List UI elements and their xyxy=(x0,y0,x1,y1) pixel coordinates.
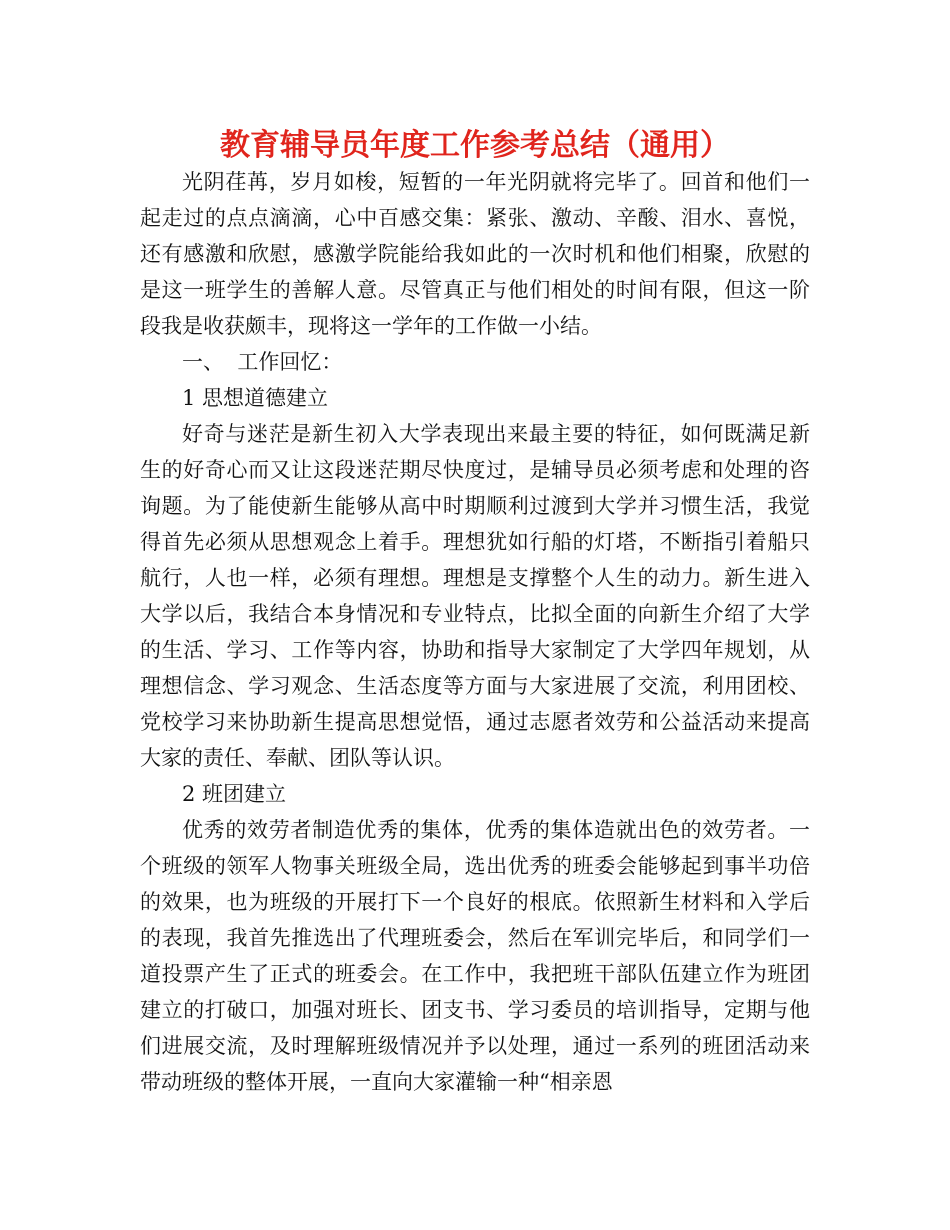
class-building-paragraph: 优秀的效劳者制造优秀的集体，优秀的集体造就出色的效劳者。一个班级的领军人物事关班级全局，选出优秀的班委会能够起到事半功倍的效果，也为班级的开展打下一个良好的根底。依照新生材料和入学后的表现，我首先推选出了代理班委会，然后在军训完毕后，和同学们一道投票产生了正式的班委会。在工作中，我把班干部队伍建立作为班团建立的打破口，加强对班长、团支书、学习委员的培训指导，定期与他们进展交流，及时理解班级情况并予以处理，通过一系列的班团活动来带动班级的整体开展，一直向大家灌输一种“相亲恩 xyxy=(140,818,810,1094)
ideology-paragraph: 好奇与迷茫是新生初入大学表现出来最主要的特征，如何既满足新生的好奇心而又让这段迷茫期尽快度过，是辅导员必须考虑和处理的咨询题。为了能使新生能够从高中时期顺利过渡到大学并习惯生活，我觉得首先必须从思想观念上着手。理想犹如行船的灯塔，不断指引着船只航行，人也一样，必须有理想。理想是支撑整个人生的动力。新生进入大学以后，我结合本身情况和专业特点，比拟全面的向新生介绍了大学的生活、学习、工作等内容，协助和指导大家制定了大学四年规划，从理想信念、学习观念、生活态度等方面与大家进展了交流，利用团校、党校学习来协助新生提高思想觉悟，通过志愿者效劳和公益活动来提高大家的责任、奉献、团队等认识。 xyxy=(140,422,810,770)
document-title: 教育辅导员年度工作参考总结（通用） xyxy=(220,128,730,163)
subsection-heading-class-building: 2 班团建立 xyxy=(182,782,287,806)
section-heading-work-review: 一、 工作回忆： xyxy=(182,350,343,374)
subsection-heading-ideology: 1 思想道德建立 xyxy=(182,386,329,410)
document-body xyxy=(140,164,810,1100)
intro-paragraph: 光阴荏苒，岁月如梭，短暂的一年光阴就将完毕了。回首和他们一起走过的点点滴滴，心中百感交集：紧张、激动、辛酸、泪水、喜悦，还有感激和欣慰，感激学院能给我如此的一次时机和他们相聚，欣慰的是这一班学生的善解人意。尽管真正与他们相处的时间有限，但这一阶段我是收获颇丰，现将这一学年的工作做一小结。 xyxy=(140,170,810,338)
